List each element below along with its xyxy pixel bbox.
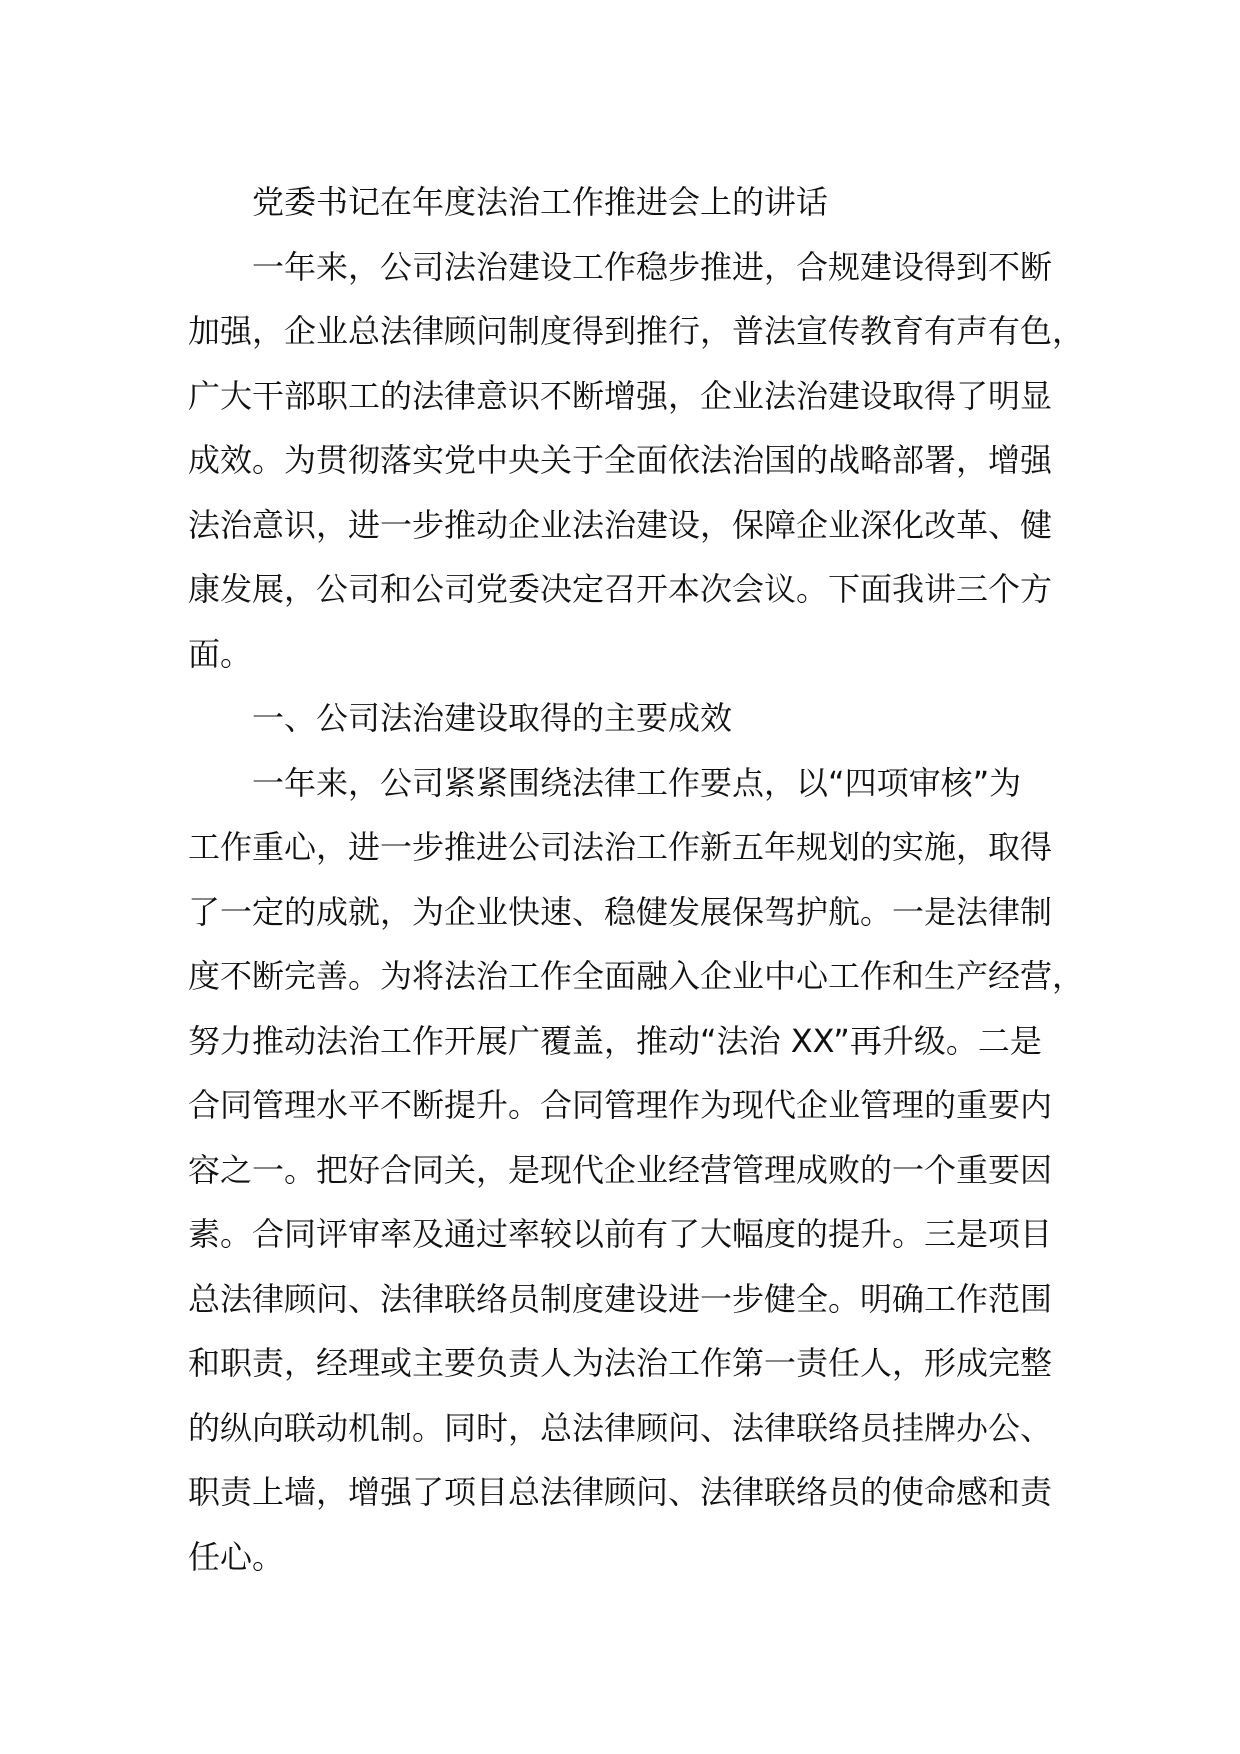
paragraph-line: 加强，企业总法律顾问制度得到推行，普法宣传教育有声有色， <box>188 312 1085 350</box>
paragraph-line: 努力推动法治工作开展广覆盖，推动“法治 XX”再升级。二是 <box>188 1021 1042 1060</box>
paragraph-line: 工作重心，进一步推进公司法治工作新五年规划的实施，取得 <box>188 828 1053 866</box>
paragraph-line: 一年来，公司法治建设工作稳步推进，合规建设得到不断 <box>252 247 1053 286</box>
paragraph-line: 面。 <box>188 634 253 673</box>
section-heading: 一、公司法治建设取得的主要成效 <box>252 699 733 737</box>
paragraph-line: 了一定的成就，为企业快速、稳健发展保驾护航。一是法律制 <box>188 892 1053 931</box>
paragraph-line: 的纵向联动机制。同时，总法律顾问、法律联络员挂牌办公、 <box>188 1408 1053 1447</box>
paragraph-line: 一年来，公司紧紧围绕法律工作要点，以“四项审核”为 <box>252 763 1022 802</box>
paragraph-line: 广大干部职工的法律意识不断增强，企业法治建设取得了明显 <box>188 376 1053 415</box>
paragraph-line: 成效。为贯彻落实党中央关于全面依法治国的战略部署，增强 <box>188 441 1053 479</box>
paragraph-line: 康发展，公司和公司党委决定召开本次会议。下面我讲三个方 <box>188 570 1053 608</box>
paragraph-line: 职责上墙，增强了项目总法律顾问、法律联络员的使命感和责 <box>188 1473 1053 1511</box>
paragraph-line: 任心。 <box>188 1537 285 1576</box>
paragraph-line: 合同管理水平不断提升。合同管理作为现代企业管理的重要内 <box>188 1086 1053 1124</box>
paragraph-line: 总法律顾问、法律联络员制度建设进一步健全。明确工作范围 <box>188 1279 1053 1318</box>
section1-paragraph <box>188 751 1092 1590</box>
paragraph-line: 素。合同评审率及通过率较以前有了大幅度的提升。三是项目 <box>188 1215 1053 1253</box>
paragraph-line: 容之一。把好合同关，是现代企业经营管理成败的一个重要因 <box>188 1150 1053 1189</box>
intro-paragraph <box>188 235 1092 687</box>
document-body <box>188 170 1092 1589</box>
paragraph-line: 和职责，经理或主要负责人为法治工作第一责任人，形成完整 <box>188 1344 1053 1382</box>
document-title: 党委书记在年度法治工作推进会上的讲话 <box>252 183 829 221</box>
paragraph-line: 法治意识，进一步推动企业法治建设，保障企业深化改革、健 <box>188 505 1053 544</box>
paragraph-line: 度不断完善。为将法治工作全面融入企业中心工作和生产经营， <box>188 957 1085 995</box>
